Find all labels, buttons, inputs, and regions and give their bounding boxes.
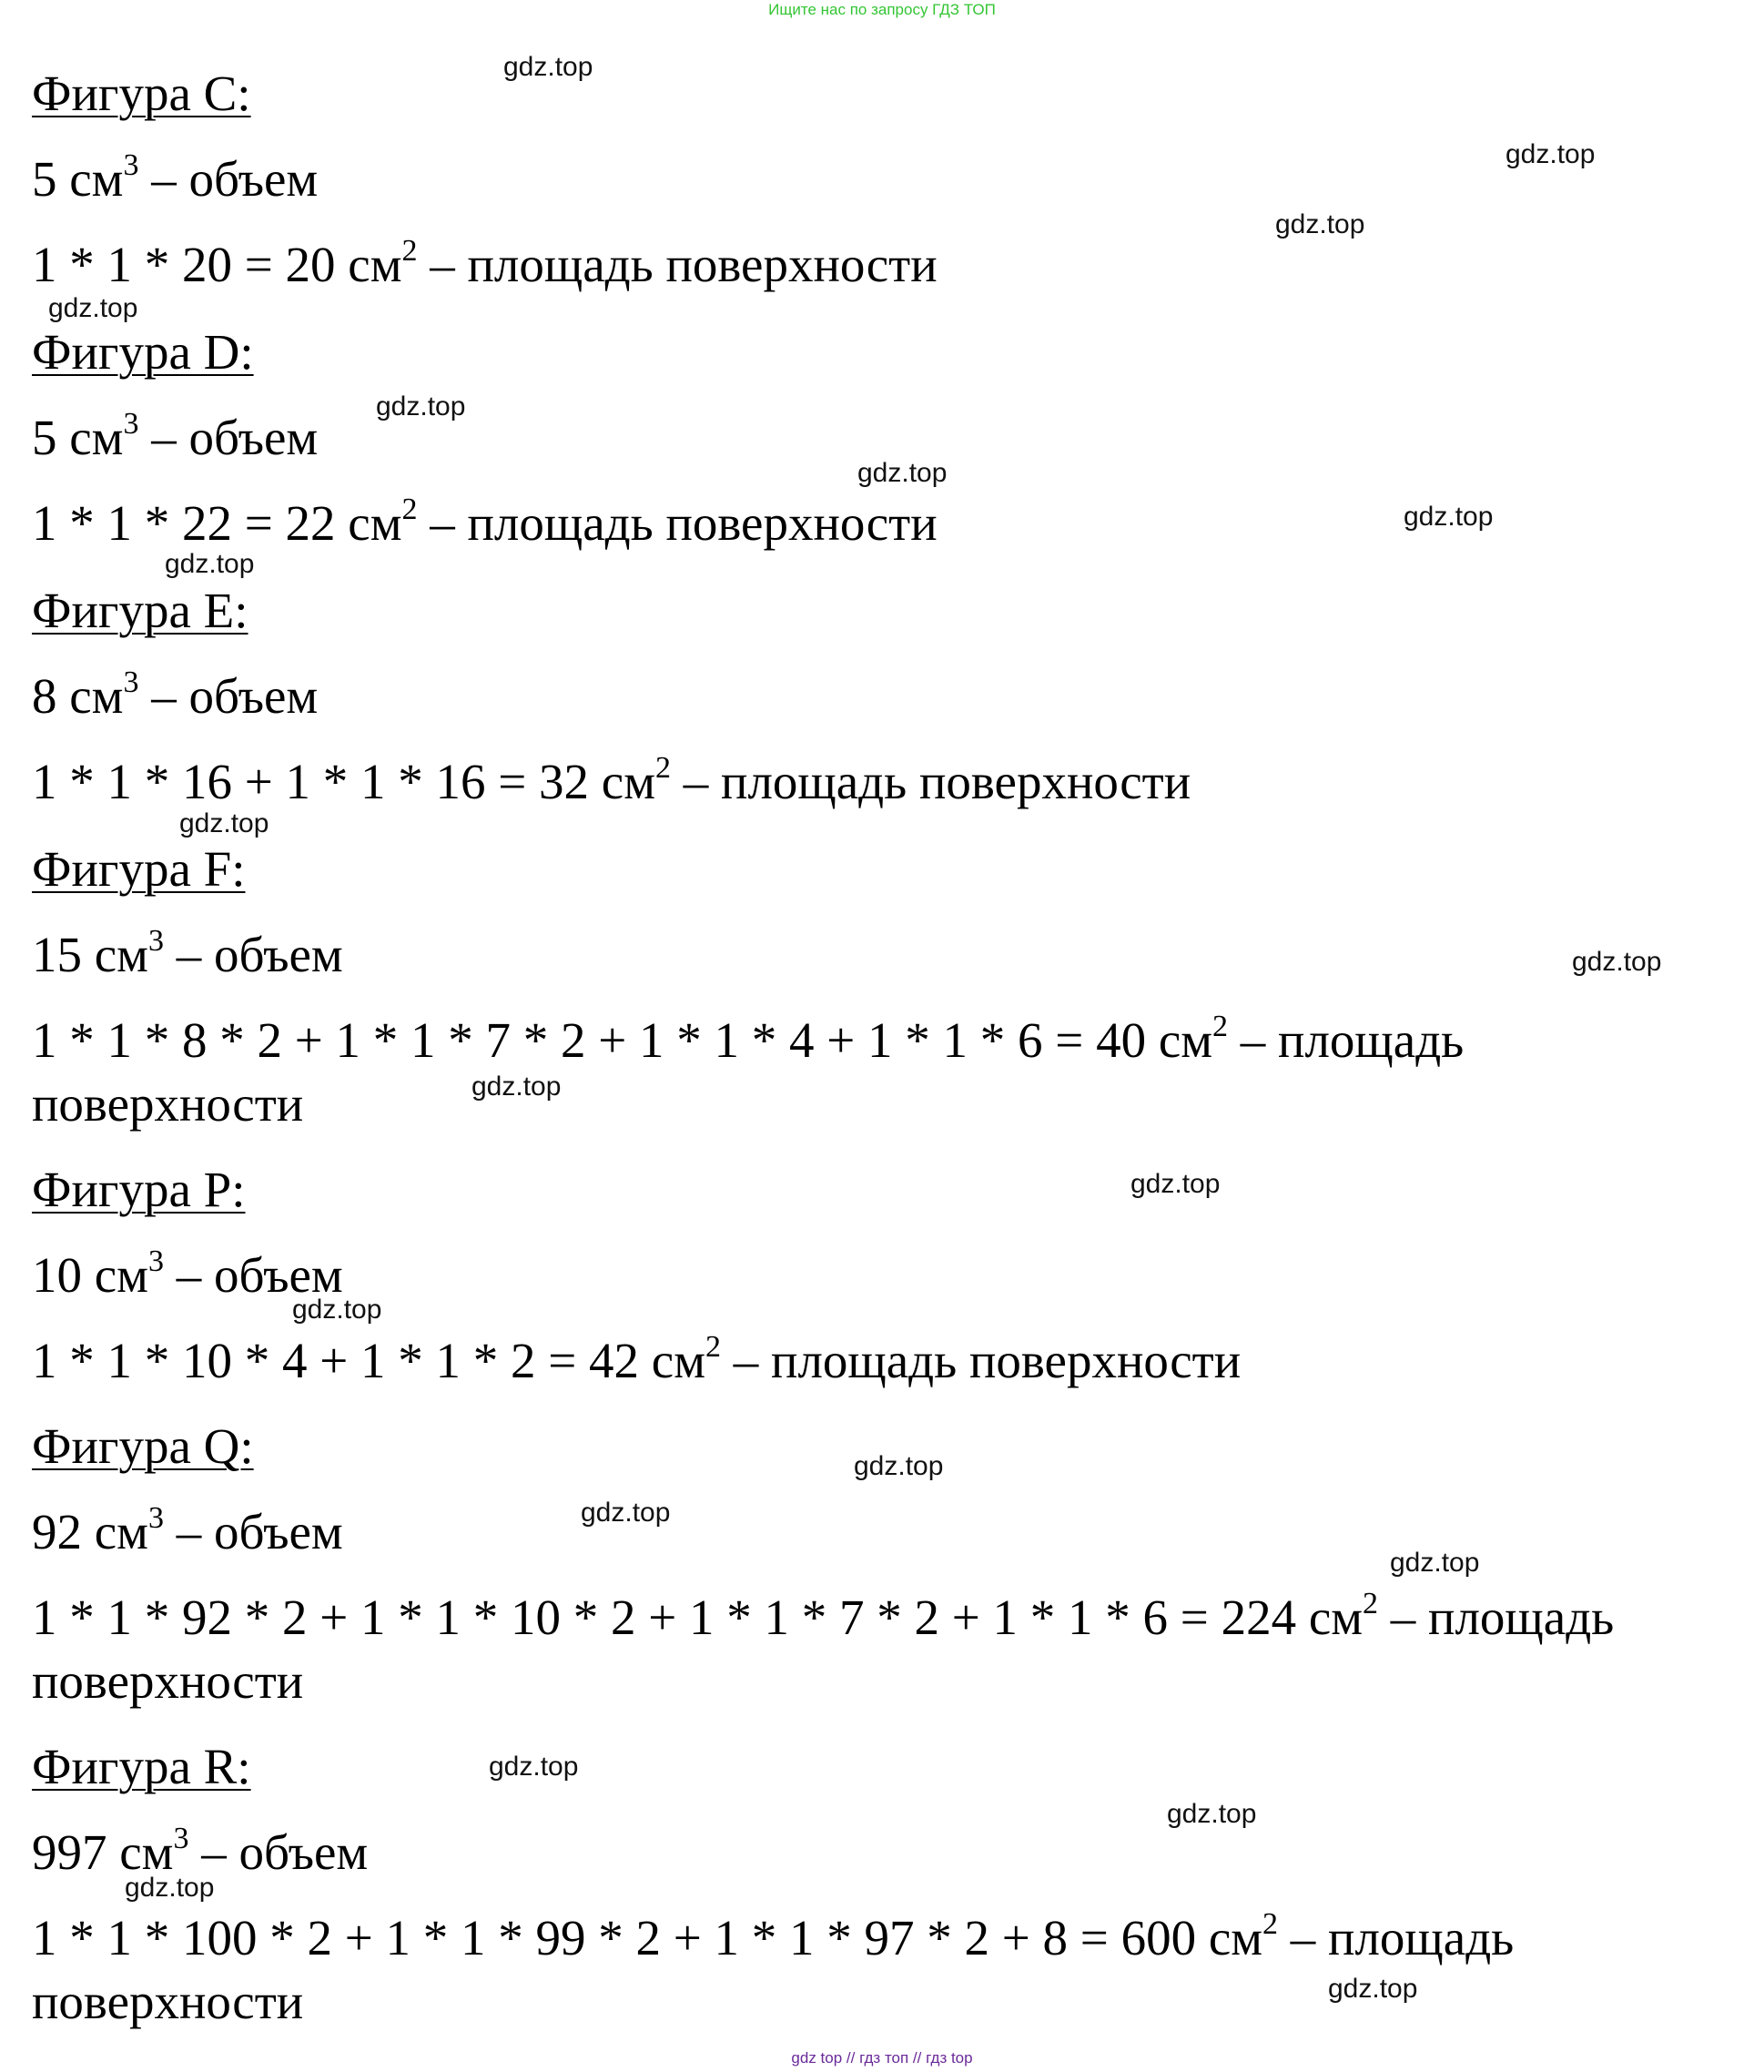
watermark: gdz.top bbox=[1130, 1169, 1221, 1199]
figure-d-area: 1 * 1 * 22 = 22 $см^2$ – площадь поверхности bbox=[32, 492, 938, 551]
figure-c-title: Фигура C: bbox=[32, 66, 251, 121]
figure-q-area: 1 * 1 * 92 * 2 + 1 * 1 * 10 * 2 + 1 * 1 * 7 * 2 + 1 * 1 * 6 = 224 $см^2$ – площадь bbox=[32, 1586, 1615, 1645]
watermark: gdz.top bbox=[1328, 1974, 1418, 2004]
watermark: gdz.top bbox=[376, 391, 466, 422]
figure-p-volume: 10 $см^3$ – объем bbox=[32, 1244, 343, 1303]
figure-f-area-continuation: поверхности bbox=[32, 1076, 304, 1132]
figure-e-area: 1 * 1 * 16 + 1 * 1 * 16 = 32 $см^2$ – площадь поверхности bbox=[32, 750, 1191, 809]
figure-c-volume: 5 $см^3$ – объем bbox=[32, 147, 319, 207]
watermark: gdz.top bbox=[471, 1072, 562, 1102]
figure-f-title: Фигура F: bbox=[32, 841, 246, 897]
figure-p-title: Фигура P: bbox=[32, 1162, 246, 1217]
watermark: gdz.top bbox=[1167, 1799, 1257, 1829]
watermark: gdz.top bbox=[1572, 947, 1662, 977]
figure-f-area: 1 * 1 * 8 * 2 + 1 * 1 * 7 * 2 + 1 * 1 * 4 + 1 * 1 * 6 = 40 $см^2$ – площадь bbox=[32, 1009, 1465, 1068]
watermark: gdz.top bbox=[292, 1295, 382, 1325]
watermark: gdz.top bbox=[165, 549, 255, 579]
figure-e-title: Фигура E: bbox=[32, 583, 248, 638]
figure-q-title: Фигура Q: bbox=[32, 1418, 254, 1474]
figure-d-title: Фигура D: bbox=[32, 324, 254, 380]
watermark: gdz.top bbox=[48, 293, 138, 323]
figure-d-volume: 5 $см^3$ – объем bbox=[32, 406, 319, 465]
top-banner: Ищите нас по запросу ГДЗ ТОП bbox=[768, 1, 996, 18]
watermark: gdz.top bbox=[489, 1752, 579, 1782]
watermark: gdz.top bbox=[854, 1451, 944, 1481]
figure-r-area: 1 * 1 * 100 * 2 + 1 * 1 * 99 * 2 + 1 * 1 * 97 * 2 + 8 = 600 $см^2$ – площадь bbox=[32, 1906, 1515, 1965]
watermark: gdz.top bbox=[1404, 502, 1494, 532]
figure-p-area: 1 * 1 * 10 * 4 + 1 * 1 * 2 = 42 $см^2$ – площадь поверхности bbox=[32, 1329, 1242, 1388]
watermark: gdz.top bbox=[125, 1873, 215, 1903]
figure-q-area-continuation: поверхности bbox=[32, 1653, 304, 1709]
figure-e-volume: 8 $см^3$ – объем bbox=[32, 665, 319, 724]
figure-q-volume: 92 $см^3$ – объем bbox=[32, 1500, 343, 1559]
watermark: gdz.top bbox=[179, 808, 269, 838]
watermark: gdz.top bbox=[503, 52, 593, 82]
watermark: gdz.top bbox=[1505, 139, 1596, 169]
figure-r-volume: 997 $см^3$ – объем bbox=[32, 1821, 369, 1880]
figure-f-volume: 15 $см^3$ – объем bbox=[32, 923, 343, 982]
watermark: gdz.top bbox=[857, 458, 948, 488]
watermark: gdz.top bbox=[1275, 209, 1365, 239]
footer: gdz top // гдз топ // гдз top bbox=[791, 2049, 973, 2067]
figure-r-area-continuation: поверхности bbox=[32, 1974, 304, 2029]
figure-c-area: 1 * 1 * 20 = 20 $см^2$ – площадь поверхности bbox=[32, 233, 938, 292]
watermark: gdz.top bbox=[1390, 1548, 1480, 1578]
watermark: gdz.top bbox=[581, 1498, 671, 1528]
figure-r-title: Фигура R: bbox=[32, 1739, 251, 1794]
